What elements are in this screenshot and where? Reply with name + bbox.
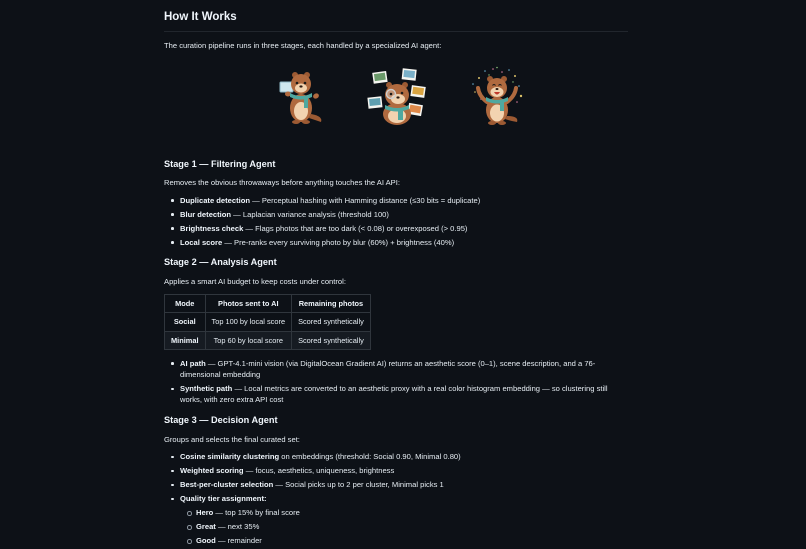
list-item [180, 195, 628, 206]
stage1-list [164, 195, 628, 248]
list-item [180, 493, 628, 546]
list-item [196, 521, 628, 532]
otter-illustrations [164, 66, 628, 126]
tier-text: — top 15% by final score [213, 507, 300, 517]
stage3-heading: Stage 3 — Decision Agent [164, 414, 278, 425]
list-item [180, 383, 628, 406]
column-header: Mode [165, 295, 206, 313]
list-item [180, 223, 628, 234]
table-cell: Top 100 by local score [205, 313, 292, 331]
table-cell: Scored synthetically [292, 313, 371, 331]
table-cell: Top 60 by local score [205, 331, 292, 349]
table-cell: Social [165, 313, 206, 331]
list-item [180, 209, 628, 220]
item-text: — Perceptual hashing with Hamming distance (≤30 bits = duplicate) [250, 195, 481, 205]
quality-tier-list [180, 507, 628, 546]
item-text: on embeddings (threshold: Social 0.90, Minimal 0.80) [279, 452, 461, 462]
column-header: Photos sent to AI [205, 295, 292, 313]
stage2-description: Applies a smart AI budget to keep costs under control: [164, 276, 346, 286]
tier-term: Good [196, 535, 216, 545]
item-term: Quality tier assignment: [180, 493, 267, 503]
item-term: Weighted scoring [180, 466, 244, 476]
readme-content [164, 0, 628, 549]
otter-celebrating-icon [469, 66, 525, 126]
table-header-row [165, 295, 371, 313]
table-row [165, 331, 371, 349]
stage3-list [164, 451, 628, 546]
tier-term: Great [196, 521, 216, 531]
stage1-description: Removes the obvious throwaways before anything touches the AI API: [164, 178, 400, 188]
item-term: Synthetic path [180, 384, 233, 394]
item-term: Local score [180, 237, 223, 247]
item-text: — Social picks up to 2 per cluster, Minimal picks 1 [273, 480, 444, 489]
item-term: Best-per-cluster selection [180, 480, 274, 489]
list-item [180, 479, 628, 490]
tier-text: — remainder [215, 535, 262, 545]
stage2-list [164, 358, 628, 406]
list-item [180, 465, 628, 476]
item-text: — Pre-ranks every surviving photo by blur (60%) + brightness (40%) [222, 237, 455, 247]
item-term: Blur detection [180, 209, 232, 219]
table-cell: Scored synthetically [292, 331, 371, 349]
item-text: — GPT-4.1-mini vision (via DigitalOcean Gradient AI) returns an aesthetic score (0–1), scene description, and a 76-dimensional embedding [180, 358, 596, 380]
otter-holding-photo-icon [275, 66, 327, 126]
item-text: — Laplacian variance analysis (threshold 100) [231, 209, 389, 219]
item-term: Brightness check [180, 223, 244, 233]
table-row [165, 313, 371, 331]
list-item [180, 237, 628, 248]
item-text: — Local metrics are converted to an aesthetic proxy with a real color histogram embedding — so clustering still works, with zero extra API cost [180, 384, 608, 405]
stage3-description: Groups and selects the final curated set: [164, 434, 300, 444]
section-title: How It Works [164, 0, 628, 32]
item-term: Cosine similarity clustering [180, 452, 280, 462]
tier-text: — next 35% [215, 521, 260, 531]
list-item [180, 358, 628, 381]
list-item [196, 535, 628, 546]
ai-budget-table [164, 294, 371, 349]
item-text: — Flags photos that are too dark (< 0.08) or overexposed (> 0.95) [243, 223, 468, 233]
item-text: — focus, aesthetics, uniqueness, brightness [243, 466, 395, 476]
item-term: Duplicate detection [180, 195, 251, 205]
list-item [180, 451, 628, 462]
tier-term: Hero [196, 507, 214, 517]
intro-text: The curation pipeline runs in three stages, each handled by a specialized AI agent: [164, 41, 442, 51]
list-item [196, 507, 628, 518]
stage1-heading: Stage 1 — Filtering Agent [164, 158, 276, 169]
column-header: Remaining photos [292, 295, 371, 313]
table-cell: Minimal [165, 331, 206, 349]
item-term: AI path [180, 358, 206, 368]
stage2-heading: Stage 2 — Analysis Agent [164, 257, 277, 268]
otter-with-magnifier-icon [365, 66, 431, 126]
